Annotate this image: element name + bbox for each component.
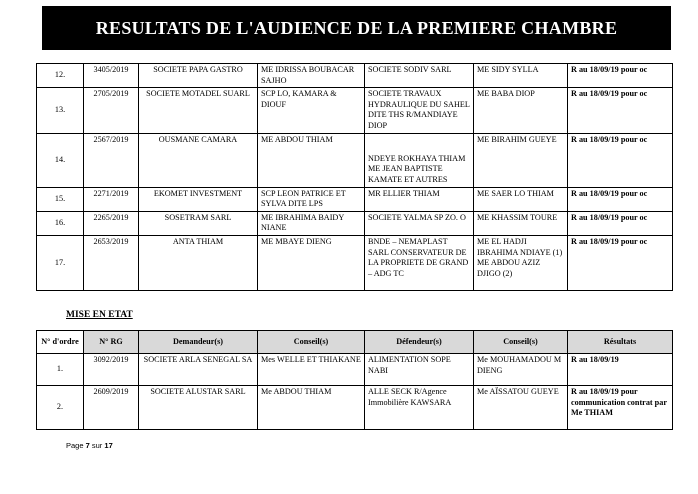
defendant-counsel: ME BABA DIOP <box>474 88 568 133</box>
results-table <box>36 63 673 291</box>
result: R au 18/09/19 pour oc <box>568 187 673 211</box>
plaintiff: SOCIETE PAPA GASTRO <box>139 64 258 88</box>
result: R au 18/09/19 pour oc <box>568 64 673 88</box>
order-number: 17. <box>37 235 84 290</box>
rg-number: 2567/2019 <box>84 133 139 187</box>
result: R au 18/09/19 pour oc <box>568 235 673 290</box>
column-header-conseil: Conseil(s) <box>474 331 568 354</box>
plaintiff: SOCIETE MOTADEL SUARL <box>139 88 258 133</box>
plaintiff-counsel: SCP LO, KAMARA & DIOUF <box>258 88 365 133</box>
defendant-counsel: ME BIRAHIM GUEYE <box>474 133 568 187</box>
order-number: 1. <box>37 354 84 386</box>
result: R au 18/09/19 pour oc <box>568 211 673 235</box>
column-header-demandeur: Demandeur(s) <box>139 331 258 354</box>
page-sur: sur <box>91 441 103 450</box>
section-title: MISE EN ETAT <box>66 310 133 320</box>
rg-number: 2271/2019 <box>84 187 139 211</box>
order-number: 14. <box>37 133 84 187</box>
order-number: 15. <box>37 187 84 211</box>
rg-number: 2265/2019 <box>84 211 139 235</box>
defendant-counsel: ME SAER LO THIAM <box>474 187 568 211</box>
plaintiff: ANTA THIAM <box>139 235 258 290</box>
plaintiff: SOSETRAM SARL <box>139 211 258 235</box>
defendant: ALIMENTATION SOPE NABI <box>365 354 474 386</box>
page-number: 7 <box>85 441 90 450</box>
defendant-counsel: ME EL HADJI IBRAHIMA NDIAYE (1) ME ABDOU AZIZ DJIGO (2) <box>474 235 568 290</box>
column-header-resultats: Résultats <box>568 331 673 354</box>
plaintiff: OUSMANE CAMARA <box>139 133 258 187</box>
rg-number: 3092/2019 <box>84 354 139 386</box>
plaintiff-counsel: SCP LEON PATRICE ET SYLVA DITE LPS <box>258 187 365 211</box>
defendant-counsel: Me MOUHAMADOU M DIENG <box>474 354 568 386</box>
table-header-row <box>37 331 673 354</box>
defendant-counsel: ME KHASSIM TOURE <box>474 211 568 235</box>
page-total: 17 <box>104 441 113 450</box>
mise-en-etat-table <box>36 330 673 430</box>
defendant: SOCIETE TRAVAUX HYDRAULIQUE DU SAHEL DITE THS R/MANDIAYE DIOP <box>365 88 474 133</box>
plaintiff-counsel: ME IBRAHIMA BAIDY NIANE <box>258 211 365 235</box>
table-row <box>37 88 673 133</box>
plaintiff-counsel: Mes WELLE ET THIAKANE <box>258 354 365 386</box>
page-footer <box>66 441 113 450</box>
plaintiff-counsel: ME IDRISSA BOUBACAR SAJHO <box>258 64 365 88</box>
rg-number: 2653/2019 <box>84 235 139 290</box>
defendant: NDEYE ROKHAYA THIAM ME JEAN BAPTISTE KAMATE ET AUTRES <box>365 133 474 187</box>
table-row <box>37 211 673 235</box>
plaintiff: SOCIETE ALUSTAR SARL <box>139 386 258 430</box>
order-number: 13. <box>37 88 84 133</box>
order-number: 2. <box>37 386 84 430</box>
table-row <box>37 187 673 211</box>
plaintiff-counsel: Me ABDOU THIAM <box>258 386 365 430</box>
result: R au 18/09/19 pour oc <box>568 88 673 133</box>
column-header-ordre: N° d'ordre <box>37 331 84 354</box>
plaintiff: EKOMET INVESTMENT <box>139 187 258 211</box>
table-row <box>37 133 673 187</box>
page-label: Page <box>66 441 84 450</box>
result: R au 18/09/19 <box>568 354 673 386</box>
order-number: 12. <box>37 64 84 88</box>
rg-number: 2705/2019 <box>84 88 139 133</box>
rg-number: 2609/2019 <box>84 386 139 430</box>
defendant: SOCIETE SODIV SARL <box>365 64 474 88</box>
result: R au 18/09/19 pour oc <box>568 133 673 187</box>
plaintiff-counsel: ME MBAYE DIENG <box>258 235 365 290</box>
table-row <box>37 354 673 386</box>
defendant: BNDE – NEMAPLAST SARL CONSERVATEUR DE LA PROPRIETE DE GRAND – ADG TC <box>365 235 474 290</box>
rg-number: 3405/2019 <box>84 64 139 88</box>
page-title: RESULTATS DE L'AUDIENCE DE LA PREMIERE CHAMBRE <box>42 6 671 50</box>
plaintiff-counsel: ME ABDOU THIAM <box>258 133 365 187</box>
defendant: MR ELLIER THIAM <box>365 187 474 211</box>
table-row <box>37 386 673 430</box>
table-row <box>37 64 673 88</box>
order-number: 16. <box>37 211 84 235</box>
column-header-defendeur: Défendeur(s) <box>365 331 474 354</box>
column-header-rg: N° RG <box>84 331 139 354</box>
table-row <box>37 235 673 290</box>
result: R au 18/09/19 pour communication contrat par Me THIAM <box>568 386 673 430</box>
defendant: SOCIETE YALMA SP ZO. O <box>365 211 474 235</box>
defendant-counsel: ME SIDY SYLLA <box>474 64 568 88</box>
column-header-conseil: Conseil(s) <box>258 331 365 354</box>
plaintiff: SOCIETE ARLA SENEGAL SA <box>139 354 258 386</box>
defendant: ALLE SECK R/Agence Immobilière KAWSARA <box>365 386 474 430</box>
defendant-counsel: Me AÏSSATOU GUEYE <box>474 386 568 430</box>
